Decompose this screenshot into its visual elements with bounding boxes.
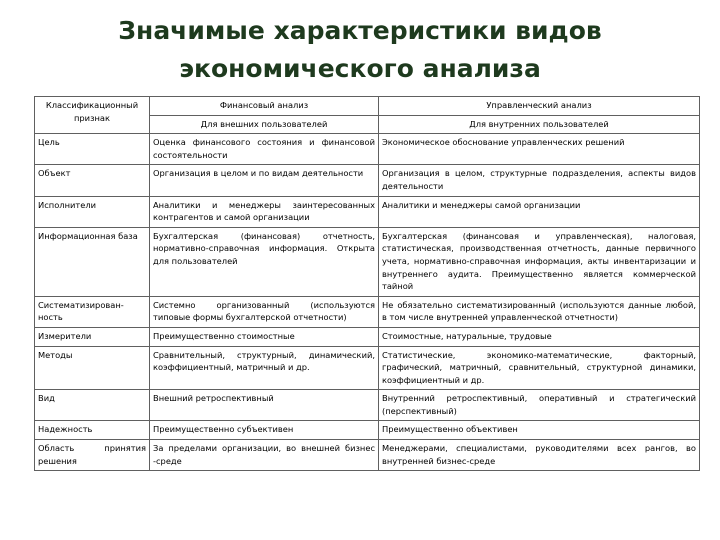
table-row xyxy=(35,134,700,165)
financial-cell: Аналитики и менеджеры заинтересованных контрагентов и самой организации xyxy=(150,196,379,227)
row-label: Надежность xyxy=(35,421,150,440)
header-management: Управленческий анализ xyxy=(379,97,700,116)
financial-cell: Системно организованный (используются типовые формы бухгалтерской отчетности) xyxy=(150,296,379,327)
table-row xyxy=(35,227,700,296)
management-cell: Аналитики и менеджеры самой организации xyxy=(379,196,700,227)
table-row xyxy=(35,421,700,440)
row-label: Систематизирован-ность xyxy=(35,296,150,327)
management-cell: Экономическое обоснование управленческих решений xyxy=(379,134,700,165)
row-label: Объект xyxy=(35,165,150,196)
row-label: Область принятия решения xyxy=(35,440,150,471)
financial-cell: За пределами организации, во внешней бизнес -среде xyxy=(150,440,379,471)
financial-cell: Сравнительный, структурный, динамический, коэффициентный, матричный и др. xyxy=(150,346,379,390)
table-row xyxy=(35,440,700,471)
management-cell: Бухгалтерская (финансовая и управленческая), налоговая, статистическая, производственная отчетность, данные первичного учета, нормативно-справочная информация, акты инвентаризации и внутреннего аудита. Преимущественно является коммерческой тайной xyxy=(379,227,700,296)
management-cell: Внутренний ретроспективный, оперативный и стратегический (перспективный) xyxy=(379,390,700,421)
header-financial: Финансовый анализ xyxy=(150,97,379,116)
management-cell: Статистические, экономико-математические, факторный, графический, матричный, сравнительный, структурной динамики, коэффициентный и др. xyxy=(379,346,700,390)
management-cell: Преимущественно объективен xyxy=(379,421,700,440)
row-label: Вид xyxy=(35,390,150,421)
subheader-financial: Для внешних пользователей xyxy=(150,115,379,134)
table-row xyxy=(35,390,700,421)
row-label: Измерители xyxy=(35,327,150,346)
management-cell: Организация в целом, структурные подразделения, аспекты видов деятельности xyxy=(379,165,700,196)
comparison-table xyxy=(34,96,700,471)
financial-cell: Бухгалтерская (финансовая) отчетность, нормативно-справочная информация. Открыта для пользователей xyxy=(150,227,379,296)
header-row xyxy=(35,97,700,116)
financial-cell: Внешний ретроспективный xyxy=(150,390,379,421)
table-row xyxy=(35,296,700,327)
slide-title: Значимые характеристики видов экономического анализа xyxy=(118,16,602,83)
financial-cell: Организация в целом и по видам деятельности xyxy=(150,165,379,196)
table-row xyxy=(35,327,700,346)
management-cell: Не обязательно систематизированный (используются данные любой, в том числе внутренней управленческой отчетности) xyxy=(379,296,700,327)
management-cell: Менеджерами, специалистами, руководителями всех рангов, во внутренней бизнес-среде xyxy=(379,440,700,471)
header-classification: Классификационный признак xyxy=(35,97,150,134)
row-label: Методы xyxy=(35,346,150,390)
row-label: Информационная база xyxy=(35,227,150,296)
management-cell: Стоимостные, натуральные, трудовые xyxy=(379,327,700,346)
table-row xyxy=(35,196,700,227)
financial-cell: Преимущественно субъективен xyxy=(150,421,379,440)
subheader-management: Для внутренних пользователей xyxy=(379,115,700,134)
financial-cell: Оценка финансового состояния и финансовой состоятельности xyxy=(150,134,379,165)
row-label: Исполнители xyxy=(35,196,150,227)
table-row xyxy=(35,165,700,196)
table-row xyxy=(35,346,700,390)
row-label: Цель xyxy=(35,134,150,165)
financial-cell: Преимущественно стоимостные xyxy=(150,327,379,346)
